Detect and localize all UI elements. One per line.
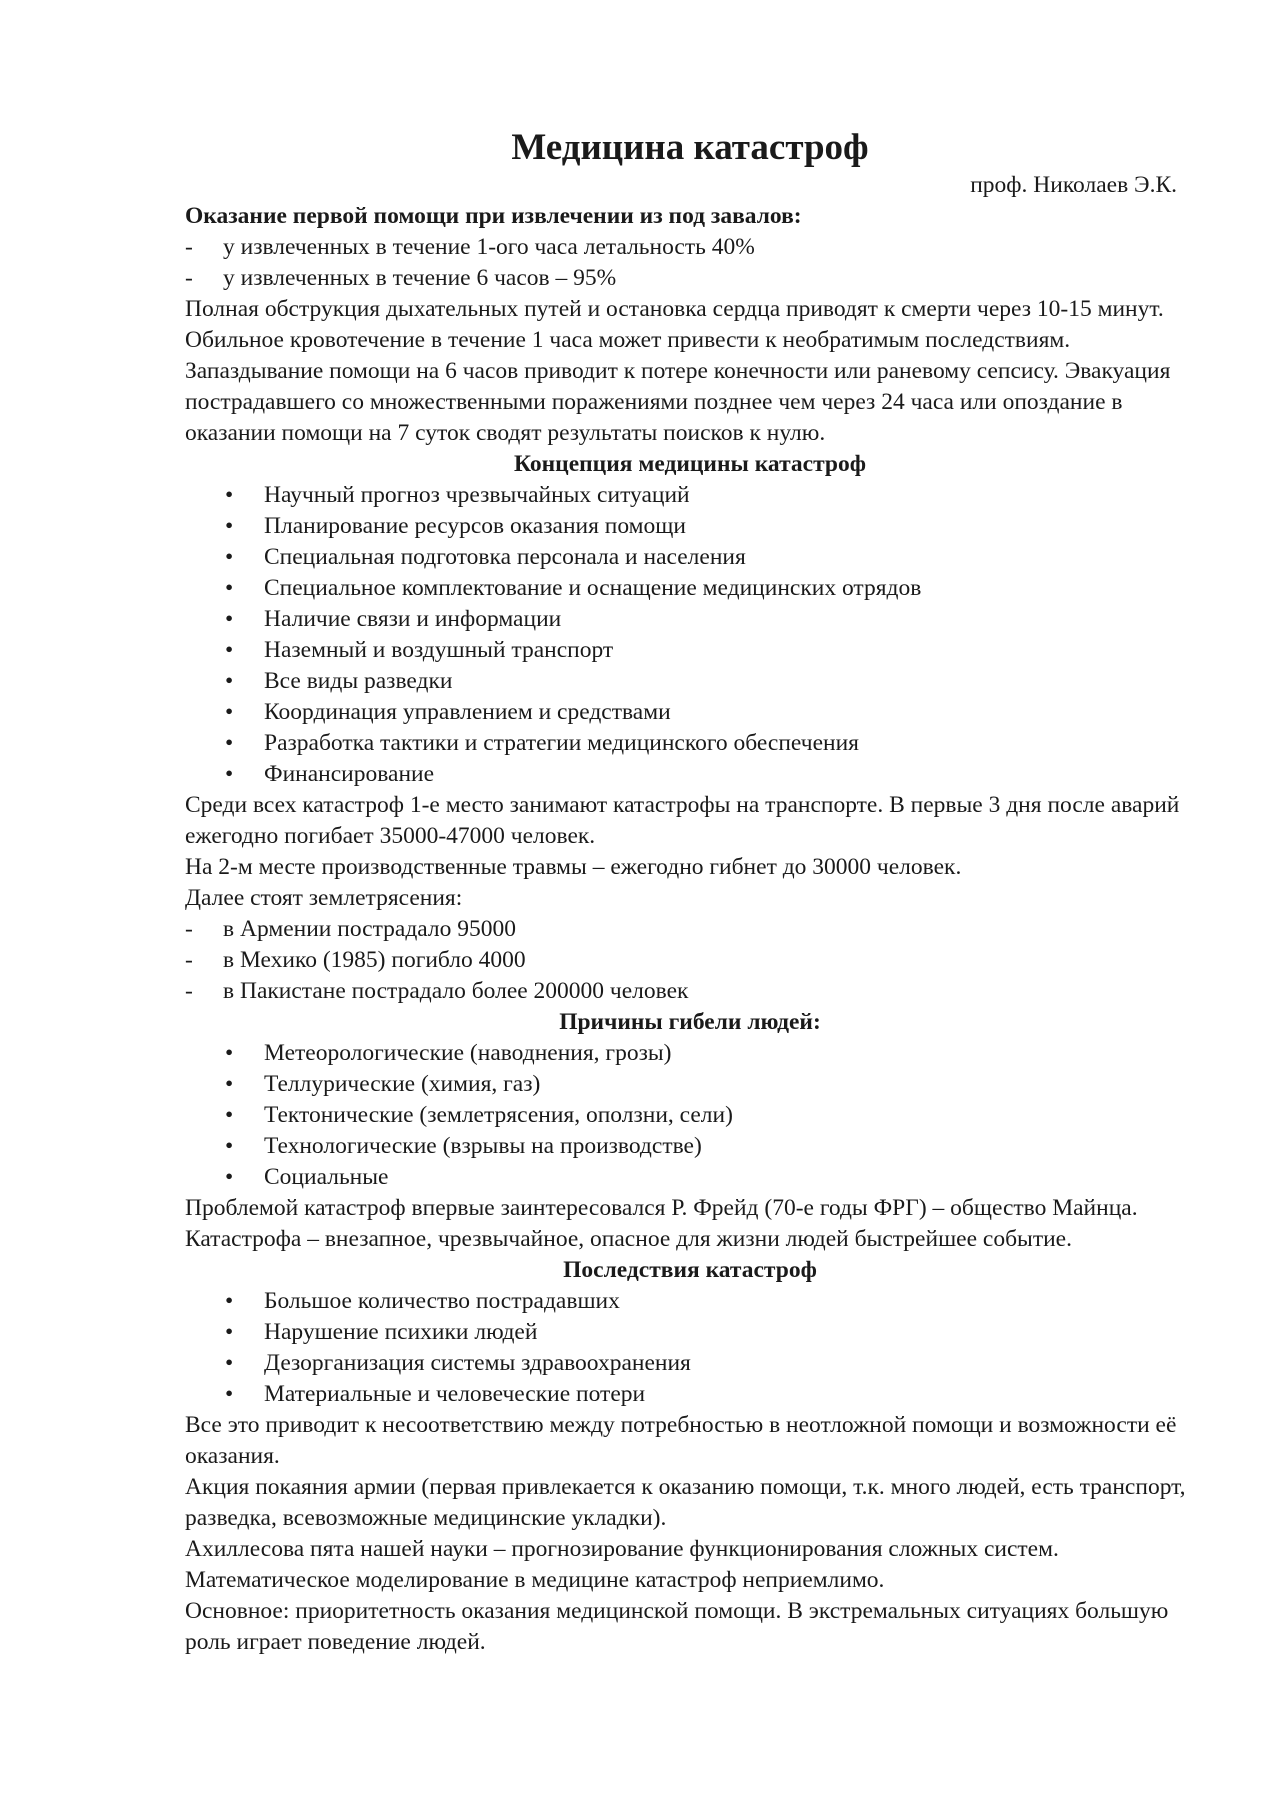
paragraph-army: Акция покаяния армии (первая привлекается к оказанию помощи, т.к. много людей, есть транспорт, разведка, всевозможные медицинские укладки). [185, 1474, 1186, 1531]
author-line: проф. Николаев Э.К. [970, 172, 1177, 198]
list-item-text: Материальные и человеческие потери [264, 1381, 646, 1407]
bullet-icon: • [225, 699, 234, 725]
consequences-heading: Последствия катастроф [563, 1257, 817, 1283]
paragraph-industrial: На 2-м месте производственные травмы – ежегодно гибнет до 30000 человек. [185, 854, 962, 880]
list-item [185, 1162, 1195, 1193]
paragraph-achilles: Ахиллесова пята нашей науки – прогнозирование функционирования сложных систем. [185, 1536, 1059, 1562]
list-item: - в Мехико (1985) погибло 4000 [185, 945, 1195, 976]
list-item-text: Наличие связи и информации [264, 606, 562, 632]
list-item [185, 666, 1195, 697]
bullet-icon: • [225, 606, 234, 632]
list-item [185, 1100, 1195, 1131]
document-title: Медицина катастроф [511, 127, 869, 168]
paragraph-priority: Основное: приоритетность оказания медицинской помощи. В экстремальных ситуациях большую роль играет поведение людей. [185, 1598, 1169, 1655]
bullet-icon: • [225, 544, 234, 570]
paragraph-modeling: Математическое моделирование в медицине катастроф неприемлимо. [185, 1567, 885, 1593]
list-item: - у извлеченных в течение 1-ого часа летальность 40% [185, 232, 1195, 263]
list-item [185, 759, 1195, 790]
list-item-text: Специальная подготовка персонала и населения [264, 544, 746, 570]
list-item [185, 1317, 1195, 1348]
bullet-icon: • [225, 1133, 234, 1159]
list-item-text: Финансирование [264, 761, 435, 787]
paragraph-obstruction: Полная обструкция дыхательных путей и остановка сердца приводят к смерти через 10-15 минут. Обильное кровотечение в течение 1 часа может привести к необратимым последствиям. Запаздывание помощи на 6 часов приводит к потере конечности или раневому сепсису. Эвакуация пострадавшего со множественными поражениями позднее чем через 24 часа или опоздание в оказании помощи на 7 суток сводят результаты поисков к нулю. [185, 296, 1171, 446]
bullet-icon: • [225, 730, 234, 756]
causes-list [185, 1038, 1195, 1193]
list-item [185, 480, 1195, 511]
list-item-text: Метеорологические (наводнения, грозы) [264, 1040, 672, 1066]
mortality-list [185, 232, 1195, 294]
list-item: - в Армении пострадало 95000 [185, 914, 1195, 945]
list-item-text: Наземный и воздушный транспорт [264, 637, 614, 663]
list-item [185, 1038, 1195, 1069]
list-item-text: Нарушение психики людей [264, 1319, 538, 1345]
bullet-icon: • [225, 482, 234, 508]
paragraph-freud: Проблемой катастроф впервые заинтересовался Р. Фрейд (70-е годы ФРГ) – общество Майнца. [185, 1195, 1138, 1221]
list-item-text: Научный прогноз чрезвычайных ситуаций [264, 482, 690, 508]
bullet-icon: • [225, 1350, 234, 1376]
list-item [185, 1286, 1195, 1317]
list-item [185, 542, 1195, 573]
bullet-icon: • [225, 1288, 234, 1314]
document-page [185, 118, 1195, 1658]
list-item-text: Большое количество пострадавших [264, 1288, 620, 1314]
list-item [185, 635, 1195, 666]
list-item [185, 1348, 1195, 1379]
list-item-text: Все виды разведки [264, 668, 453, 694]
list-item-text: Разработка тактики и стратегии медицинского обеспечения [264, 730, 859, 756]
bullet-icon: • [225, 1040, 234, 1066]
bullet-icon: • [225, 761, 234, 787]
list-item-text: Социальные [264, 1164, 389, 1190]
list-item-text: Технологические (взрывы на производстве) [264, 1133, 702, 1159]
earthquake-list [185, 914, 1195, 1007]
consequences-list [185, 1286, 1195, 1410]
bullet-icon: • [225, 575, 234, 601]
concept-list [185, 480, 1195, 790]
list-item: - в Пакистане пострадало более 200000 человек [185, 976, 1195, 1007]
list-item-text: Тектонические (землетрясения, оползни, сели) [264, 1102, 733, 1128]
list-item-text: Дезорганизация системы здравоохранения [264, 1350, 691, 1376]
list-item: - у извлеченных в течение 6 часов – 95% [185, 263, 1195, 294]
bullet-icon: • [225, 637, 234, 663]
paragraph-earthquakes: Далее стоят землетрясения: [185, 885, 463, 911]
list-item [185, 1069, 1195, 1100]
bullet-icon: • [225, 1319, 234, 1345]
list-item [185, 697, 1195, 728]
list-item [185, 511, 1195, 542]
paragraph-transport: Среди всех катастроф 1-е место занимают катастрофы на транспорте. В первые 3 дня после аварий ежегодно погибает 35000-47000 человек. [185, 792, 1180, 849]
causes-heading: Причины гибели людей: [559, 1009, 821, 1035]
bullet-icon: • [225, 1102, 234, 1128]
bullet-icon: • [225, 668, 234, 694]
list-item [185, 1131, 1195, 1162]
paragraph-mismatch: Все это приводит к несоответствию между потребностью в неотложной помощи и возможности её оказания. [185, 1412, 1177, 1469]
list-item-text: Специальное комплектование и оснащение медицинских отрядов [264, 575, 922, 601]
bullet-icon: • [225, 1381, 234, 1407]
list-item-text: Планирование ресурсов оказания помощи [264, 513, 686, 539]
paragraph-definition: Катастрофа – внезапное, чрезвычайное, опасное для жизни людей быстрейшее событие. [185, 1226, 1072, 1252]
list-item [185, 728, 1195, 759]
list-item-text: Теллурические (химия, газ) [264, 1071, 541, 1097]
list-item [185, 1379, 1195, 1410]
list-item [185, 604, 1195, 635]
list-item-text: Координация управлением и средствами [264, 699, 671, 725]
concept-heading: Концепция медицины катастроф [514, 451, 866, 477]
bullet-icon: • [225, 1164, 234, 1190]
list-item [185, 573, 1195, 604]
first-aid-heading: Оказание первой помощи при извлечении из под завалов: [185, 203, 802, 229]
bullet-icon: • [225, 1071, 234, 1097]
bullet-icon: • [225, 513, 234, 539]
